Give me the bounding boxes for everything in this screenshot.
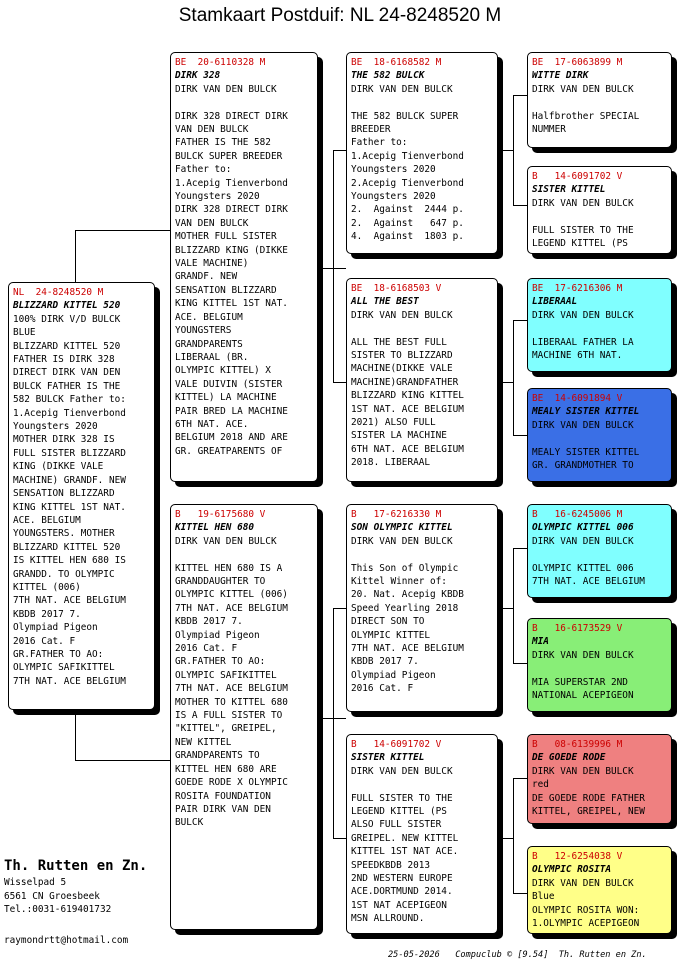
pigeon-notes [351,778,493,925]
breeder-info [4,856,147,917]
ring-number: BE 18-6168582 M [351,57,442,68]
connector-line [498,608,513,609]
pigeon-name: OLYMPIC ROSITA [532,864,612,876]
connector-line [513,548,514,663]
note-line: KBDB 2017 7. [13,608,81,620]
note-line: FULL SISTER TO THE [532,224,634,236]
note-line: PAIR BRED LA MACHINE [175,405,288,417]
connector-line [333,838,346,839]
footer-credit: 25-05-2026 Compuclub © [9.54] Th. Rutten en Zn. [388,950,647,960]
note-line: FATHER IS THE 582 [175,137,271,149]
note-line: 20. Nat. Acepig KBDB [351,589,464,601]
ring-number: B 14-6091702 V [351,739,442,750]
connector-line [513,893,528,894]
pigeon-owner: DIRK VAN DEN BULCK [532,649,634,661]
spacer [532,96,667,109]
pigeon-name: MEALY SISTER KITTEL [532,406,640,418]
note-line: DIRK 328 DIRECT DIRK [175,204,288,216]
connector-line [513,95,514,205]
note-line: GOEDE RODE X OLYMPIC [175,777,288,789]
ring-number: BE 17-6216306 M [532,283,623,294]
connector-line [75,230,76,282]
pigeon-card-father[interactable] [170,52,318,482]
pigeon-card-ff-mother[interactable] [527,166,672,254]
note-line: MOTHER FULL SISTER [175,231,277,243]
pigeon-name: THE 582 BULCK [351,70,425,82]
pigeon-notes [351,322,493,469]
spacer [532,548,667,561]
pigeon-owner: DIRK VAN DEN BULCK [532,309,634,321]
ring-number: BE 18-6168503 V [351,283,442,294]
note-line: BLIZZARD KITTEL 520 [13,541,121,553]
spacer [351,322,493,335]
pigeon-card-fm-father[interactable] [527,278,672,372]
note-line: Halfbrother SPECIAL [532,110,640,122]
note-line: SISTER TO BLIZZARD [351,350,453,362]
note-line: OLYMPIC SAFIKITTEL [175,669,277,681]
note-line: KING KITTEL 1ST NAT. [13,501,126,513]
note-line: OLYMPIC SAFIKITTEL [13,662,115,674]
ring-number: BE 20-6110328 M [175,57,266,68]
connector-line [513,205,528,206]
note-line: BELGIUM 2018 AND ARE [175,432,288,444]
note-line: KITTEL) LA MACHINE [175,392,277,404]
connector-line [75,230,170,231]
note-line: GR.FATHER TO AO: [13,648,104,660]
connector-line [318,718,346,719]
note-line: BLIZZARD KING (DIKKE [175,244,288,256]
pigeon-notes [351,96,493,243]
note-line: OLYMPIC KITTEL [351,629,431,641]
pigeon-name: BLIZZARD KITTEL 520 [13,300,121,312]
note-line: OLYMPIC KITTEL) X [175,365,271,377]
connector-line [513,320,514,435]
note-line: "KITTEL", GREIPEL, [175,723,277,735]
pigeon-name: DE GOEDE RODE [532,752,606,764]
pigeon-owner: DIRK VAN DEN BULCK [532,83,634,95]
spacer [351,548,493,561]
ring-number: B 16-6245006 M [532,509,623,520]
note-line: FULL SISTER TO THE [351,792,453,804]
page-title: Stamkaart Postduif: NL 24-8248520 M [178,5,502,26]
note-line: 7TH NAT. ACE BELGIUM [13,595,126,607]
pigeon-name: SON OLYMPIC KITTEL [351,522,453,534]
note-line: KING KITTEL 1ST NAT. [175,298,288,310]
pigeon-owner: DIRK VAN DEN BULCK [175,83,277,95]
note-line: KBDB 2017 7. [351,656,419,668]
connector-line [513,778,514,893]
pigeon-card-mother-father[interactable] [346,504,498,712]
connector-line [333,150,346,151]
note-line: BULCK SUPER BREEDER [175,150,283,162]
note-line: 1.Acepig Tienverbond [175,177,288,189]
note-line: MSN ALLROUND. [351,913,425,925]
connector-line [333,608,334,838]
note-line: Youngsters 2020 [351,164,436,176]
note-line: GRANDD. TO OLYMPIC [13,568,115,580]
pigeon-owner: DIRK VAN DEN BULCK [175,535,277,547]
pigeon-name: SISTER KITTEL [532,184,606,196]
pigeon-owner: DIRK VAN DEN BULCK [532,535,634,547]
note-line: PAIR DIRK VAN DEN [175,803,271,815]
note-line: 2018. LIBERAAL [351,457,431,469]
pigeon-owner: DIRK VAN DEN BULCK [351,765,453,777]
note-line: 6TH NAT. ACE BELGIUM [351,443,464,455]
pigeon-notes [532,778,667,818]
ring-number: B 08-6139996 M [532,739,623,750]
pigeon-notes [532,432,667,472]
note-line: BLIZZARD KITTEL 520 [13,340,121,352]
pigeon-name: MIA [532,636,549,648]
spacer [175,548,313,561]
note-line: Father to: [351,137,408,149]
note-line: Olympiad Pigeon [351,669,436,681]
note-line: ALL THE BEST FULL [351,336,447,348]
pigeon-name: OLYMPIC KITTEL 006 [532,522,634,534]
note-line: SPEEDKBDB 2013 [351,859,431,871]
pigeon-notes [532,548,667,588]
note-line: THE 582 BULCK SUPER [351,110,459,122]
connector-line [513,548,528,549]
pigeon-card-mm-mother[interactable] [527,846,672,934]
spacer [532,322,667,335]
pigeon-name: DIRK 328 [175,70,221,82]
pigeon-card-mother-mother[interactable] [346,734,498,934]
note-line: LEGEND KITTEL (PS [351,806,447,818]
note-line: KITTEL HEN 680 ARE [175,763,277,775]
note-line: GRANDPARENTS TO [175,750,260,762]
note-line: BULCK [175,817,204,829]
pigeon-notes [532,890,667,930]
pigeon-notes [351,548,493,695]
note-line: DIRK 328 DIRECT DIRK [175,110,288,122]
note-line: GR. GREATPARENTS OF [175,445,283,457]
note-line: 7TH NAT. ACE BELGIUM [175,602,288,614]
note-line: ALSO FULL SISTER [351,819,442,831]
note-line: Father to: [175,164,232,176]
note-line: ROSITA FOUNDATION [175,790,271,802]
note-line: 1.Acepig Tienverbond [351,150,464,162]
note-line: OLYMPIC KITTEL 006 [532,562,634,574]
breeder-phone: Tel.:0031-619401732 [4,904,112,916]
note-line: KITTEL HEN 680 IS A [175,562,283,574]
note-line: VALE MACHINE) [175,258,249,270]
note-line: NUMMER [532,124,566,136]
connector-line [498,150,513,151]
pigeon-owner: DIRK VAN DEN BULCK [532,765,634,777]
note-line: LIBERAAL (BR. [175,351,249,363]
note-line: 2. Against 647 p. [351,217,464,229]
pigeon-owner: DIRK VAN DEN BULCK [532,877,634,889]
note-line: NEW KITTEL [175,736,232,748]
breeder-email[interactable]: raymondrtt@hotmail.com [4,935,129,946]
note-line: This Son of Olympic [351,562,459,574]
pigeon-card-mm-father[interactable] [527,734,672,824]
note-line: IS KITTEL HEN 680 IS [13,555,126,567]
note-line: IS A FULL SISTER TO [175,710,283,722]
note-line: 582 BULCK Father to: [13,394,126,406]
note-line: BLUE [13,327,36,339]
note-line: ACE.DORTMUND 2014. [351,886,453,898]
connector-line [333,382,346,383]
note-line: NATIONAL ACEPIGEON [532,690,634,702]
note-line: BREEDER [351,124,391,136]
note-line: SENSATION BLIZZARD [13,488,115,500]
note-line: LIBERAAL FATHER LA [532,336,634,348]
connector-line [513,95,528,96]
note-line: FULL SISTER BLIZZARD [13,447,126,459]
pigeon-card-fm-mother[interactable] [527,388,672,482]
note-line: MACHINE 6TH NAT. [532,350,623,362]
pigeon-notes [175,96,313,458]
note-line: SENSATION BLIZZARD [175,284,277,296]
pigeon-owner: DIRK VAN DEN BULCK [351,83,453,95]
breeder-address-line: Wisselpad 5 [4,877,67,888]
note-line: BULCK FATHER IS THE [13,380,121,392]
ring-number: B 14-6091702 V [532,171,623,182]
note-line: ACE. BELGIUM [13,514,81,526]
ring-number: NL 24-8248520 M [13,287,104,298]
ring-number: B 12-6254038 V [532,851,623,862]
connector-line [333,608,346,609]
note-line: 2021) ALSO FULL [351,417,436,429]
note-line: GR.FATHER TO AO: [175,656,266,668]
note-line: MACHINE)GRANDFATHER [351,376,459,388]
pigeon-name: ALL THE BEST [351,296,419,308]
pigeon-owner: 100% DIRK V/D BULCK [13,313,121,325]
pigeon-notes [532,96,667,136]
note-line: ACE. BELGIUM [175,311,243,323]
pigeon-card-father-father[interactable] [346,52,498,254]
spacer [532,210,667,223]
note-line: 7TH NAT. ACE BELGIUM [351,643,464,655]
note-line: MEALY SISTER KITTEL [532,446,640,458]
note-line: 6TH NAT. ACE. [175,418,249,430]
connector-line [513,320,528,321]
note-line: 1.OLYMPIC ACEPIGEON [532,918,640,930]
connector-line [498,838,513,839]
note-line: Blue [532,891,555,903]
note-line: OLYMPIC ROSITA WON: [532,904,640,916]
note-line: Kittel Winner of: [351,576,447,588]
note-line: KITTEL 1ST NAT ACE. [351,846,459,858]
note-line: 4. Against 1803 p. [351,231,464,243]
note-line: YOUNGSTERS [175,325,232,337]
pigeon-owner: DIRK VAN DEN BULCK [351,309,453,321]
note-line: SISTER LA MACHINE [351,430,447,442]
breeder-address-line: 6561 CN Groesbeek [4,890,100,902]
note-line: 1.Acepig Tienverbond [13,407,126,419]
connector-line [333,150,334,382]
pigeon-name: WITTE DIRK [532,70,589,82]
note-line: Youngsters 2020 [351,191,436,203]
note-line: GREIPEL. NEW KITTEL [351,832,459,844]
note-line: DIRECT DIRK VAN DEN [13,367,121,379]
note-line: GRANDF. NEW [175,271,238,283]
note-line: DIRECT SON TO [351,616,425,628]
pigeon-notes [532,662,667,702]
pigeon-name: LIBERAAL [532,296,578,308]
note-line: FATHER IS DIRK 328 [13,354,115,366]
note-line: 7TH NAT. ACE BELGIUM [532,576,645,588]
spacer [351,778,493,791]
note-line: Speed Yearling 2018 [351,602,459,614]
pigeon-card-mf-mother[interactable] [527,618,672,712]
ring-number: B 19-6175680 V [175,509,266,520]
pigeon-card-mf-father[interactable] [527,504,672,598]
note-line: KING (DIKKE VALE [13,461,104,473]
note-line: Youngsters 2020 [175,191,260,203]
note-line: LEGEND KITTEL (PS [532,238,628,250]
breeder-name: Th. Rutten en Zn. [4,858,148,874]
note-line: MOTHER TO KITTEL 680 [175,696,288,708]
ring-number: BE 17-6063899 M [532,57,623,68]
note-line: 2016 Cat. F [351,683,414,695]
pigeon-card-subject[interactable] [8,282,155,710]
spacer [532,662,667,675]
note-line: 2.Acepig Tienverbond [351,177,464,189]
note-line: MACHINE(DIKKE VALE [351,363,453,375]
note-line: GRANDDAUGHTER TO [175,576,266,588]
pigeon-notes [532,322,667,362]
connector-line [75,710,76,760]
pigeon-card-ff-father[interactable] [527,52,672,148]
connector-line [513,663,528,664]
note-line: Olympiad Pigeon [175,629,260,641]
connector-line [513,435,528,436]
note-line: BLIZZARD KING KITTEL [351,390,464,402]
pigeon-notes [13,326,150,688]
note-line: YOUNGSTERS. MOTHER [13,528,115,540]
ring-number: BE 14-6091894 V [532,393,623,404]
pigeon-notes [532,210,667,250]
pigeon-owner: DIRK VAN DEN BULCK [351,535,453,547]
pigeon-owner: DIRK VAN DEN BULCK [532,419,634,431]
note-line: DE GOEDE RODE FATHER [532,792,645,804]
note-line: VAN DEN BULCK [175,217,249,229]
note-line: VALE DUIVIN (SISTER [175,378,283,390]
note-line: GR. GRANDMOTHER TO [532,460,634,472]
note-line: OLYMPIC KITTEL (006) [175,589,288,601]
note-line: 2. Against 2444 p. [351,204,464,216]
note-line: KITTEL (006) [13,581,81,593]
spacer [175,96,313,109]
note-line: MIA SUPERSTAR 2ND [532,676,628,688]
connector-line [318,268,346,269]
pigeon-card-mother[interactable] [170,504,318,930]
note-line: MACHINE) GRANDF. NEW [13,474,126,486]
note-line: VAN DEN BULCK [175,124,249,136]
note-line: MOTHER DIRK 328 IS [13,434,115,446]
pigeon-name: KITTEL HEN 680 [175,522,255,534]
note-line: KBDB 2017 7. [175,616,243,628]
spacer [351,96,493,109]
spacer [532,432,667,445]
note-line: Youngsters 2020 [13,421,98,433]
pigeon-name: SISTER KITTEL [351,752,425,764]
note-line: 7TH NAT. ACE BELGIUM [175,683,288,695]
note-line: red [532,779,549,791]
note-line: 1ST NAT. ACE BELGIUM [351,403,464,415]
ring-number: B 16-6173529 V [532,623,623,634]
note-line: KITTEL, GREIPEL, NEW [532,806,645,818]
connector-line [75,760,170,761]
pigeon-card-father-mother[interactable] [346,278,498,482]
note-line: GRANDPARENTS [175,338,243,350]
connector-line [498,382,513,383]
note-line: 2016 Cat. F [175,643,238,655]
connector-line [513,778,528,779]
ring-number: B 17-6216330 M [351,509,442,520]
pigeon-owner: DIRK VAN DEN BULCK [532,197,634,209]
pigeon-notes [175,548,313,830]
note-line: 1ST NAT ACEPIGEON [351,899,447,911]
note-line: Olympiad Pigeon [13,622,98,634]
note-line: 7TH NAT. ACE BELGIUM [13,675,126,687]
note-line: 2ND WESTERN EUROPE [351,873,453,885]
note-line: 2016 Cat. F [13,635,76,647]
